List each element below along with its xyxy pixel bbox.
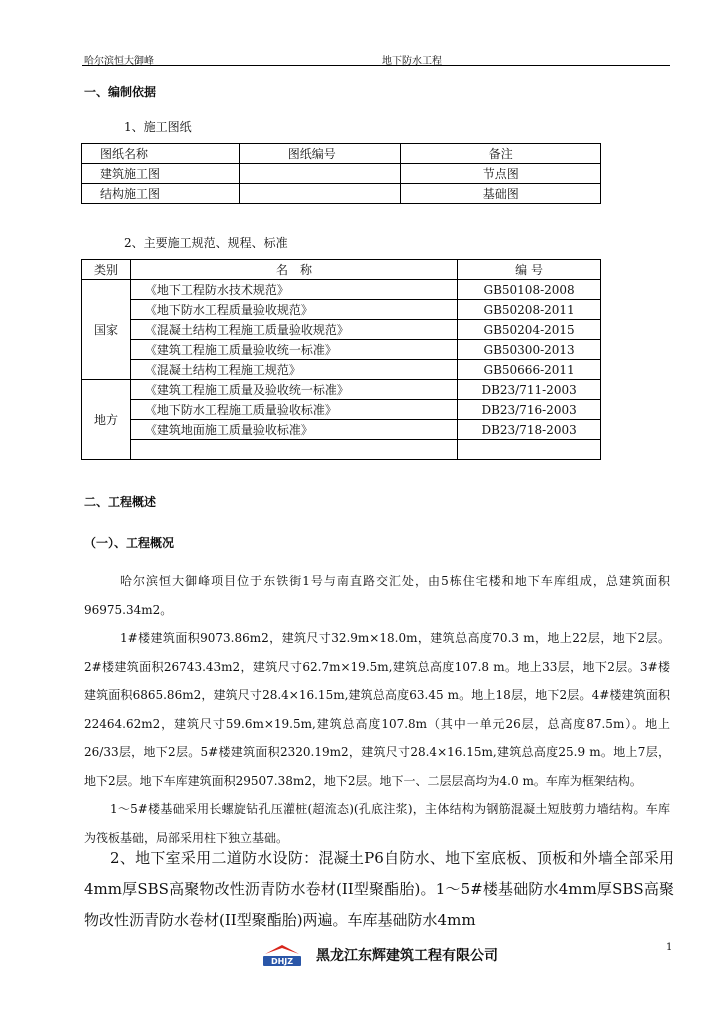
table-row [82, 380, 601, 400]
standards-table [81, 259, 601, 460]
category-cell: 国家 [82, 280, 131, 380]
table-cell: 基础图 [401, 184, 601, 204]
table-header-cell: 名 称 [130, 260, 457, 280]
table-cell: 《建筑工程施工质量验收统一标准》 [130, 340, 457, 360]
table-header-cell: 编 号 [458, 260, 601, 280]
company-logo [259, 942, 305, 968]
section2-sub1: （一）、工程概况 [84, 536, 175, 550]
table-cell: DB23/711-2003 [458, 380, 601, 400]
table-cell: 《地下防水工程质量验收规范》 [130, 300, 457, 320]
table-cell: 《地下防水工程施工质量验收标准》 [130, 400, 457, 420]
table-cell: 节点图 [401, 164, 601, 184]
table-cell: DB23/718-2003 [458, 420, 601, 440]
table-cell: DB23/716-2003 [458, 400, 601, 420]
table-cell: 《建筑地面施工质量验收标准》 [130, 420, 457, 440]
table-cell: GB50300-2013 [458, 340, 601, 360]
paragraph: 2、地下室采用二道防水设防：混凝土P6自防水、地下室底板、顶板和外墙全部采用4mm厚SBS高聚物改性沥青防水卷材(II型聚酯胎)。1～5#楼基础防水4mm厚SBS高聚物改性沥青防水卷材(II型聚酯胎)两遍。车库基础防水4mm [84, 849, 674, 929]
table-cell: 《混凝土结构工程施工规范》 [130, 360, 457, 380]
body-text [84, 567, 670, 852]
table-cell: GB50108-2008 [458, 280, 601, 300]
table-cell: 《混凝土结构工程施工质量验收规范》 [130, 320, 457, 340]
header-rule [82, 65, 670, 66]
table-cell: GB50204-2015 [458, 320, 601, 340]
logo-text: DHJZ [270, 957, 294, 966]
table-cell: 结构施工图 [82, 184, 240, 204]
table-cell [130, 440, 457, 460]
section1-title: 一、编制依据 [84, 85, 157, 99]
table-cell: 建筑施工图 [82, 164, 240, 184]
paragraph: 1#楼建筑面积9073.86m2，建筑尺寸32.9m×18.0m，建筑总高度70.3 m，地上22层，地下2层。2#楼建筑面积26743.43m2，建筑尺寸62.7m×19.5m,建筑总高度107.8 m。地上33层，地下2层。3#楼建筑面积6865.86m2，建筑尺寸28.4×16.15m,建筑总高度63.45 m。地上18层，地下2层。4#楼建筑面积22464.62m2，建筑尺寸59.6m×19.5m,建筑总高度107.8m（其中一单元26层，总高度87.5m）。地上26/33层，地下2层。5#楼建筑面积2320.19m2，建筑尺寸28.4×16.15m,建筑总高度25.9 m。地上7层，地下2层。地下车库建筑面积29507.38m2，地下2层。地下一、二层层高均为4.0 m。车库为框架结构。 [84, 631, 670, 788]
table-cell: 《建筑工程施工质量及验收统一标准》 [130, 380, 457, 400]
logo-roof-icon [265, 945, 299, 954]
table-row [82, 400, 601, 420]
section2-title: 二、工程概述 [84, 495, 157, 509]
table-header-cell: 备注 [401, 144, 601, 164]
table-header-row [82, 144, 601, 164]
table-row [82, 340, 601, 360]
page-number: 1 [666, 942, 673, 953]
table-header-row [82, 260, 601, 280]
table-row [82, 360, 601, 380]
table-row [82, 184, 601, 204]
table-row [82, 300, 601, 320]
table-row [82, 440, 601, 460]
table-cell: GB50666-2011 [458, 360, 601, 380]
table-header-cell: 图纸编号 [239, 144, 401, 164]
table-header-cell: 类别 [82, 260, 131, 280]
table-cell [458, 440, 601, 460]
body-text-large [84, 843, 674, 936]
table-cell: GB50208-2011 [458, 300, 601, 320]
table-header-cell: 图纸名称 [82, 144, 240, 164]
category-cell: 地方 [82, 380, 131, 460]
header-project-name: 哈尔滨恒大御峰 [84, 56, 154, 67]
table-row [82, 164, 601, 184]
drawings-table [81, 143, 601, 204]
section1-sub2: 2、主要施工规范、规程、标准 [124, 236, 288, 250]
table-cell [239, 164, 401, 184]
header-document-title: 地下防水工程 [382, 56, 442, 67]
company-name: 黑龙江东辉建筑工程有限公司 [316, 948, 498, 964]
paragraph: 哈尔滨恒大御峰项目位于东铁街1号与南直路交汇处，由5栋住宅楼和地下车库组成，总建筑面积96975.34m2。 [84, 574, 670, 617]
table-row [82, 280, 601, 300]
table-cell [239, 184, 401, 204]
table-row [82, 320, 601, 340]
table-row [82, 420, 601, 440]
table-cell: 《地下工程防水技术规范》 [130, 280, 457, 300]
section1-sub1: 1、施工图纸 [124, 120, 192, 134]
paragraph: 1～5#楼基础采用长螺旋钻孔压灌桩(超流态)(孔底注浆)，主体结构为钢筋混凝土短肢剪力墙结构。车库为筏板基础，局部采用柱下独立基础。 [84, 802, 670, 845]
